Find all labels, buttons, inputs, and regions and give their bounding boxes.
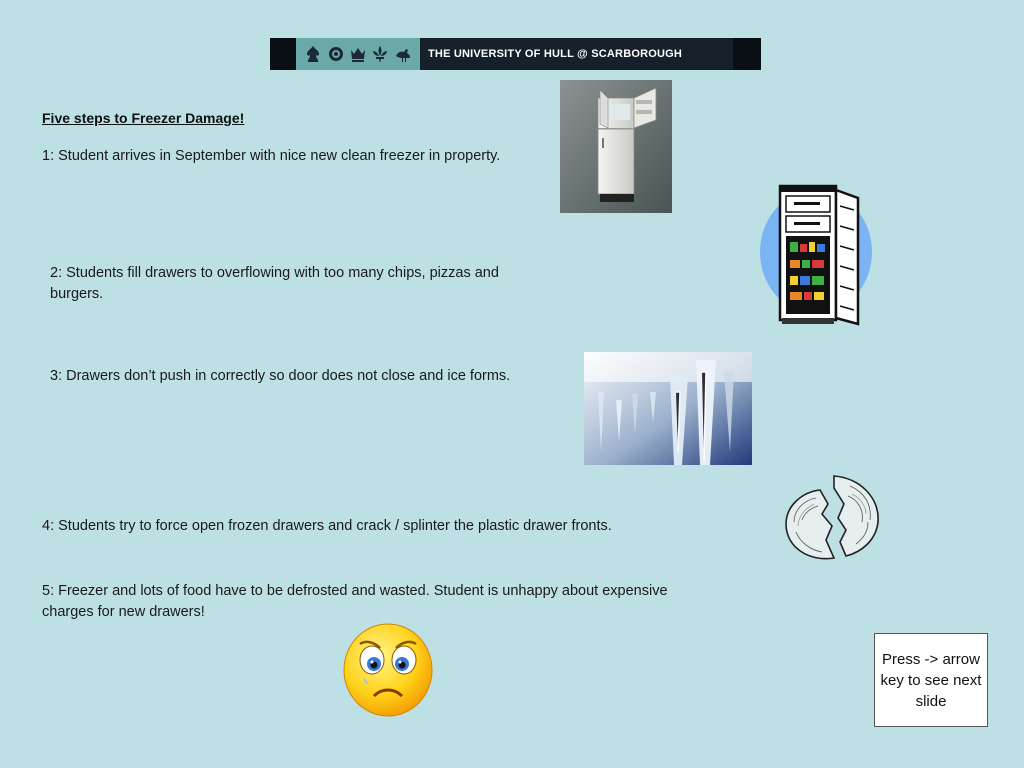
open-freezer-clipart	[758, 182, 874, 328]
crown-icon	[349, 44, 367, 64]
cracked-drawer-clipart	[780, 470, 884, 574]
next-slide-hint: Press -> arrow key to see next slide	[874, 633, 988, 727]
crest-strip	[296, 38, 420, 70]
slide-heading: Five steps to Freezer Damage!	[42, 110, 245, 126]
step-2-text: 2: Students fill drawers to overflowing with too many chips, pizzas and burgers.	[50, 265, 499, 302]
banner-left-cap	[270, 38, 296, 70]
banner-right-cap	[733, 38, 761, 70]
sad-face-icon	[342, 622, 434, 718]
icicles-photo	[584, 352, 752, 465]
step-4-text: 4: Students try to force open frozen drawers and crack / splinter the plastic drawer fronts.	[42, 518, 612, 534]
step-5-text: 5: Freezer and lots of food have to be defrosted and wasted. Student is unhappy about expensive charges for new drawers!	[42, 583, 668, 620]
bird-icon	[394, 44, 412, 64]
step-1-text: 1: Student arrives in September with nice new clean freezer in property.	[42, 148, 501, 164]
university-name: THE UNIVERSITY OF HULL @ SCARBOROUGH	[428, 48, 683, 60]
step-3-text: 3: Drawers don’t push in correctly so door does not close and ice forms.	[50, 368, 511, 384]
open-fridge-photo	[560, 80, 672, 213]
lily-icon	[371, 44, 389, 64]
fleur-icon	[304, 44, 322, 64]
university-banner	[270, 38, 761, 70]
rose-icon	[327, 44, 345, 64]
